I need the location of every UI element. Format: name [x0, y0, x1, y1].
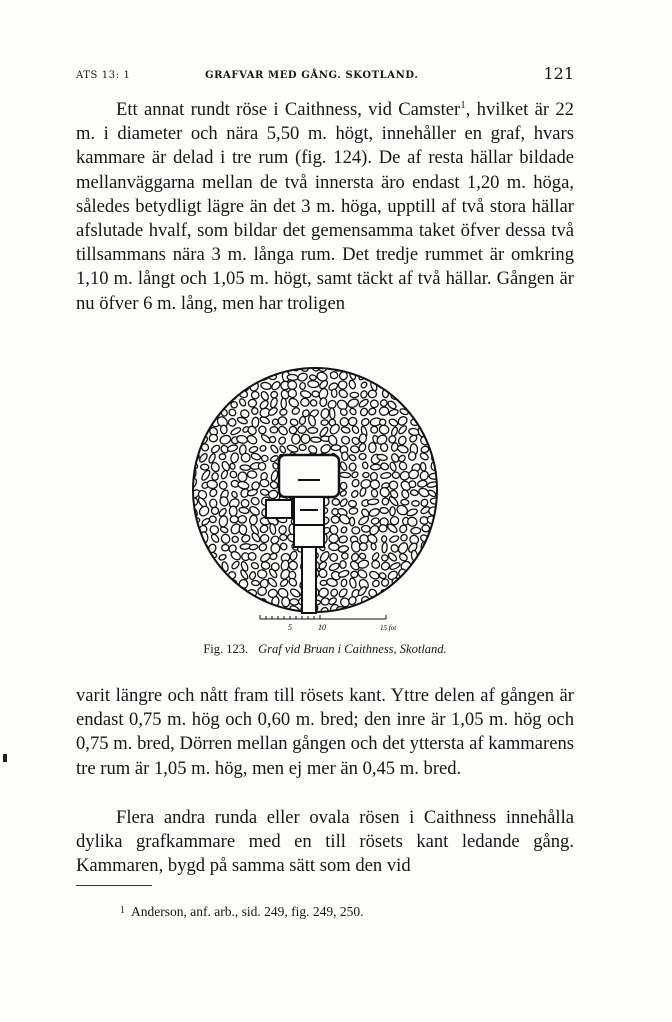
cairn-stone [198, 504, 211, 517]
cairn-stone [259, 533, 270, 543]
cairn-stone [260, 381, 272, 390]
cairn-stone [200, 469, 211, 481]
cairn-stone [270, 454, 280, 462]
cairn-stone [218, 554, 227, 561]
cairn-stone [229, 470, 238, 479]
cairn-stone [246, 434, 258, 446]
cairn-stone [357, 559, 369, 569]
cairn-stone [279, 578, 289, 588]
cairn-stone [370, 399, 380, 408]
cairn-stone [389, 535, 400, 544]
cairn-stone [289, 418, 298, 426]
cairn-stone [368, 390, 377, 398]
cairn-stone [350, 517, 355, 526]
page-number: 121 [543, 64, 574, 83]
cairn-stone [282, 597, 290, 607]
cairn-stone [219, 434, 232, 445]
cairn-stone [381, 578, 390, 587]
cairn-stone [388, 409, 398, 417]
cairn-stone [300, 390, 312, 399]
cairn-stone [341, 452, 348, 461]
cairn-stone [250, 496, 260, 506]
cairn-stone [210, 533, 220, 544]
cairn-stone [250, 452, 261, 461]
cairn-stone [420, 462, 427, 471]
cairn-stone [237, 480, 249, 489]
cairn-stone [378, 486, 391, 499]
cairn-stone [220, 533, 230, 544]
cairn-stone [370, 559, 381, 570]
cairn-stone [341, 579, 348, 588]
cairn-stone [228, 418, 237, 427]
cairn-stone [351, 571, 358, 578]
cairn-stone [368, 407, 377, 416]
cairn-stone [312, 391, 320, 398]
cairn-stone [258, 462, 266, 470]
cairn-stone [252, 408, 258, 415]
cairn-stone [279, 542, 288, 551]
cairn-stone [359, 407, 369, 417]
cairn-stone [401, 499, 410, 505]
cairn-stone [321, 420, 329, 426]
cairn-stone [357, 515, 370, 527]
cairn-stone [220, 526, 229, 534]
cairn-stone [270, 470, 279, 482]
cairn-stone [300, 382, 306, 389]
cairn-stone [219, 454, 226, 460]
footnote [120, 904, 363, 920]
cairn-stone [220, 398, 228, 406]
cairn-stone [381, 542, 387, 553]
cairn-stone [251, 532, 262, 543]
cairn-stone [351, 471, 359, 479]
cairn-stone [388, 480, 399, 491]
cairn-stone [422, 525, 430, 533]
cairn-stone [400, 533, 409, 542]
cairn-stone [427, 489, 437, 498]
cairn-stone [421, 553, 427, 561]
cairn-stone [287, 560, 299, 572]
cairn-stone [309, 374, 317, 381]
cairn-stone [249, 571, 257, 580]
cairn-stone [212, 507, 219, 514]
cairn-stone [320, 580, 327, 585]
scale-bar [260, 615, 397, 632]
cairn-stone [278, 525, 287, 535]
cairn-stone [317, 568, 328, 579]
cairn-stone [278, 416, 288, 426]
cairn-stone [259, 479, 269, 487]
cairn-stone [369, 479, 381, 490]
cairn-stone [208, 488, 218, 498]
cairn-stone [391, 426, 399, 436]
cairn-stone [222, 545, 229, 551]
cairn-stone [230, 452, 239, 463]
cairn-stone [259, 524, 269, 534]
cairn-stone [248, 399, 257, 408]
cairn-stone [328, 562, 340, 572]
cairn-stone [231, 560, 241, 570]
cairn-stone [280, 364, 288, 370]
paragraph-2: varit längre och nått fram till rösets kant. Yttre delen af gången är endast 0,75 m. hög och 0,60 m. bred; den inre är 1,05 m. hög och 0,75 m. bred, Dörren mellan gången och det yttersta af kammarens tre rum är 1,05 m. hög, men ej mer än 0,45 m. bred. [76, 685, 574, 779]
cairn-stone [381, 497, 389, 506]
cairn-stone [288, 577, 298, 587]
cairn-stone [291, 406, 301, 415]
cairn-stone [267, 406, 278, 417]
cairn-stone [241, 534, 251, 544]
cairn-stone [341, 552, 350, 561]
cairn-stone [218, 515, 228, 527]
cairn-stone [281, 398, 286, 409]
cairn-stone [280, 534, 287, 540]
footnote-divider [76, 885, 152, 886]
cairn-stone [358, 552, 366, 560]
cairn-stone [359, 453, 367, 460]
cairn-stone [220, 470, 229, 480]
running-header [76, 64, 574, 86]
scale-label-5: 5 [288, 623, 292, 632]
cairn-stone [378, 424, 389, 435]
cairn-stone [369, 443, 376, 453]
cairn-stone [348, 454, 357, 462]
scale-label-10: 10 [318, 623, 326, 632]
cairn-stone [368, 507, 380, 517]
caption-label: Fig. 123. [203, 642, 249, 656]
cairn-stone [261, 455, 269, 462]
cairn-stone [340, 435, 351, 446]
cairn-stone [362, 472, 369, 478]
cairn-stone [317, 586, 330, 599]
cairn-stone [330, 371, 339, 379]
cairn-stone [200, 464, 208, 470]
cairn-stone [349, 577, 357, 588]
cairn-stone [277, 425, 289, 437]
cairn-stone [350, 552, 359, 562]
cairn-stone [380, 472, 391, 479]
cairn-stone [238, 398, 246, 407]
cairn-stone [350, 445, 360, 454]
cairn-stone [338, 569, 350, 578]
passage [302, 547, 316, 613]
cairn-stone [397, 541, 409, 555]
cairn-stone [249, 544, 258, 550]
cairn-stone [348, 500, 357, 508]
cairn-stone [382, 536, 387, 543]
cairn-stone [368, 570, 380, 580]
cairn-stone [379, 524, 387, 532]
figure-123 [190, 360, 480, 660]
cairn-stone [227, 444, 238, 453]
cairn-stone [329, 408, 335, 420]
cairn-stone [287, 397, 300, 409]
cairn-stone [338, 535, 348, 544]
cairn-stone [340, 526, 348, 534]
cairn-stone [271, 543, 280, 553]
cairn-stone [410, 489, 418, 496]
cairn-stone [270, 427, 278, 433]
cairn-stone [392, 471, 400, 479]
cairn-stone [287, 374, 298, 381]
paragraph-3: Flera andra runda eller ovala rösen i Caithness innehålla dylika grafkammare med en till rösets kant ledande gång. Kammaren, bygd på samma sätt som den vid [76, 807, 574, 877]
cairn-stone [209, 434, 218, 442]
cairn-stone [367, 498, 379, 505]
cairn-stone [220, 425, 227, 434]
cairn-stone [331, 516, 339, 523]
cairn-stone [419, 470, 430, 481]
cairn-stone [371, 489, 378, 498]
cairn-stone [247, 551, 258, 562]
cairn-stone [370, 464, 380, 470]
cairn-stone [259, 416, 270, 425]
cairn-stone [348, 380, 356, 390]
cairn-stone [371, 517, 380, 525]
cairn-stone [387, 552, 398, 563]
cairn-stone [379, 398, 388, 407]
footnote-mark: 1 [120, 905, 125, 916]
cairn-stone [207, 480, 218, 489]
cairn-stone [360, 417, 370, 427]
caption-title: Graf vid Bruan i Caithness, Skotland. [258, 642, 447, 656]
cairn-stone [310, 437, 321, 443]
cairn-stone [237, 471, 247, 482]
paragraph-1-start: Ett annat rundt röse i Caithness, vid Camster [116, 99, 461, 120]
scale-label-15: 15 fot [380, 624, 397, 632]
cairn-stone [247, 470, 257, 478]
cairn-stone [340, 561, 346, 569]
cairn-stone [417, 480, 427, 488]
cairn-stone [239, 507, 250, 515]
cairn-stone [208, 515, 217, 524]
cairn-stone [331, 389, 337, 398]
cairn-stone [412, 501, 419, 507]
cairn-stone [380, 443, 389, 452]
cairn-stone [247, 488, 258, 497]
cairn-stone [339, 490, 347, 498]
cairn-stone [359, 433, 367, 443]
cairn-stone [251, 580, 259, 586]
cairn-stone [371, 543, 377, 551]
cairn-stone [231, 491, 239, 499]
chamber-side-room [266, 500, 292, 518]
cairn-stone [270, 380, 281, 391]
cairn-stone [330, 588, 339, 597]
cairn-stone [260, 489, 270, 497]
cairn-stone [339, 498, 348, 508]
paragraph-1-rest: , hvilket är 22 m. i diameter och nära 5,50 m. högt, innehåller en graf, hvars kammare är delad i tre rum (fig. 124). De af resta hällar bildade mellanväggarna mellan de två innersta äro endast 1,20 m. höga, således betydligt lägre än det 3 m. höga, upptill af två stora hällar afslutade hvalf, som bildar det gemensamma taket öfver dessa två tillsammans nära 3 m. långa rum. Det tredje rummet är omkring 1,10 m. långt och 1,05 m. högt, samt täckt af två hällar. Gången är nu öfver 6 m. lång, men har troligen [76, 99, 574, 314]
cairn-stone [277, 436, 286, 446]
cairn-stone [406, 508, 418, 517]
cairn-stone [419, 452, 429, 462]
cairn-stone [307, 380, 319, 388]
cairn-stone [250, 390, 260, 400]
cairn-stone [429, 473, 439, 479]
cairn-stone [331, 445, 341, 451]
cairn-stone [198, 452, 208, 463]
cairn-stone [299, 444, 307, 451]
cairn-stone [341, 426, 351, 434]
cairn-stone [210, 499, 218, 508]
cairn-stone [288, 425, 298, 435]
cairn-stone [351, 425, 360, 435]
figure-caption [76, 642, 574, 657]
cairn-stone [398, 552, 408, 562]
cairn-stone [431, 525, 439, 533]
cairn-stone [230, 516, 238, 523]
cairn-stone [210, 444, 221, 454]
cairn-stone [229, 463, 235, 470]
cairn-stone [360, 390, 368, 399]
cairn-stone [229, 506, 237, 516]
cairn-stone [212, 473, 219, 481]
cairn-stone [297, 425, 307, 434]
cairn-stone [358, 398, 369, 408]
cairn-stone [308, 427, 318, 433]
chamber-vault [279, 455, 339, 497]
cairn-stone [398, 461, 408, 471]
cairn-stone [347, 416, 358, 427]
cairn-stone [388, 418, 399, 428]
cairn-stone [349, 507, 359, 515]
cairn-stone [238, 515, 247, 523]
cairn-stone [361, 525, 370, 532]
cairn-stone [279, 408, 287, 416]
cairn-stone [240, 465, 251, 471]
cairn-stone [267, 577, 278, 588]
cairn-stone [309, 398, 318, 407]
cairn-stone [218, 480, 227, 490]
cairn-stone [231, 535, 239, 543]
cairn-stone [299, 416, 307, 425]
cairn-stone [329, 543, 340, 551]
paragraph-1 [76, 98, 574, 316]
cairn-stone [397, 435, 407, 446]
cairn-stone [290, 599, 299, 606]
cairn-stone [389, 507, 395, 516]
cairn-stone [397, 425, 407, 436]
cairn-stone [339, 461, 348, 472]
cairn-stone [258, 542, 268, 552]
cairn-stone [340, 482, 348, 490]
cairn-stone [411, 527, 421, 534]
cairn-stone [291, 434, 301, 445]
cairn-stone [289, 587, 301, 598]
cairn-stone [401, 397, 411, 409]
footnote-reference: 1 [460, 98, 466, 111]
cairn-stone [259, 445, 267, 453]
cairn-stone [258, 426, 266, 435]
margin-mark [3, 754, 7, 762]
cairn-stone [379, 507, 388, 514]
cairn-stone [209, 410, 217, 418]
footnote-text: Anderson, anf. arb., sid. 249, fig. 249, 250. [131, 904, 364, 919]
cairn-stone [380, 462, 390, 471]
cairn-stone [389, 561, 401, 570]
cairn-stone [360, 381, 368, 389]
cairn-stone [300, 433, 311, 444]
cairn-stone [250, 561, 259, 570]
cairn-stone [409, 452, 416, 460]
cairn-stone [362, 461, 369, 469]
cairn-stone [351, 478, 361, 488]
cairn-stone [320, 408, 330, 420]
cairn-stone [257, 569, 267, 579]
cairn-stone [370, 425, 379, 434]
cairn-stone [279, 445, 287, 454]
cairn-stone [371, 579, 380, 588]
cairn-stone [338, 587, 349, 598]
cairn-stone [359, 487, 367, 497]
cairn-stone [397, 444, 409, 454]
cairn-stone [270, 444, 280, 454]
cairn-stone [347, 398, 360, 409]
cairn-stone [338, 388, 349, 399]
cairn-stone [332, 499, 340, 506]
cairn-stone [350, 392, 359, 397]
header-title: GRAFVAR MED GÅNG. SKOTLAND. [205, 70, 419, 81]
cairn-stone [249, 515, 258, 526]
cairn-stone [340, 472, 351, 478]
cairn-stone [319, 443, 331, 455]
cairn-stone [269, 397, 278, 408]
cairn-stone [289, 550, 298, 561]
cairn-stone [297, 372, 309, 383]
cairn-stone [349, 463, 357, 472]
header-series: ATS 13: 1 [76, 70, 131, 81]
chamber-outer-room [294, 525, 324, 547]
cairn-stone [260, 390, 270, 401]
cairn-stone [300, 398, 310, 407]
cairn-stone [230, 426, 242, 436]
cairn-stone [432, 443, 439, 454]
cairn-stone [249, 446, 259, 454]
cairn-stone [379, 406, 389, 415]
cairn-stone [328, 552, 339, 563]
cairn-stone [352, 527, 360, 534]
cairn-stone [380, 561, 391, 572]
cairn-stone [349, 407, 358, 416]
cairn-stone [328, 533, 340, 544]
cairn-stone [357, 585, 368, 596]
cairn-stone [381, 555, 388, 562]
cairn-stone [338, 380, 348, 390]
cairn-plan-drawing [190, 360, 480, 660]
cairn-stone [228, 408, 237, 417]
cairn-stone [397, 415, 409, 427]
cairn-stone [389, 461, 397, 471]
cairn-stone [239, 524, 248, 534]
cairn-stone [261, 561, 271, 570]
cairn-stone [350, 489, 359, 498]
